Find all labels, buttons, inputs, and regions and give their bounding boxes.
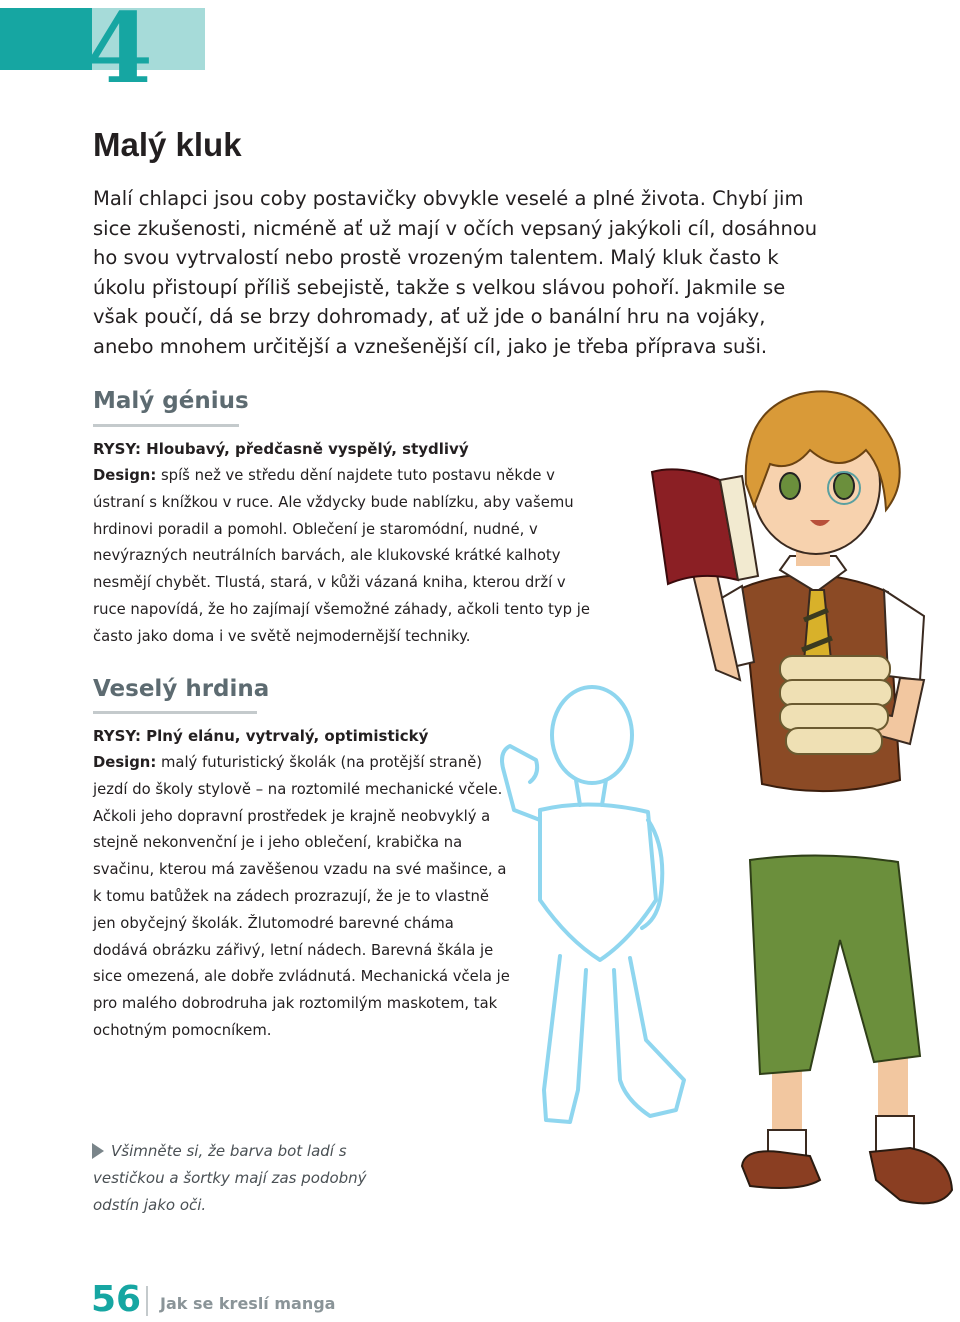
design-paragraph-hero <box>93 750 513 1045</box>
chapter-number: 4 <box>86 0 153 105</box>
footer-divider <box>146 1286 148 1316</box>
book-title: Jak se kreslí manga <box>160 1294 336 1313</box>
page-title: Malý kluk <box>93 126 242 163</box>
design-label: Design: <box>93 754 157 771</box>
illustration-tip: Všimněte si, že barva bot ladí s vestičkou a šortky mají zas podobný odstín jako oči. <box>93 1142 367 1214</box>
chapter-tab-dark <box>0 8 92 70</box>
section-underline <box>93 711 257 714</box>
design-label: Design: <box>93 467 157 484</box>
design-text: spíš než ve středu dění najdete tuto postavu někde v ústraní s knížkou v ruce. Ale vždycky bude nablízku, aby vašemu hrdinovi poradil a pomohl. Oblečení je staromódní, nudné, v nevýrazných neutrálních barvách, ale klukovské krátké kalhoty nesmějí chybět. Tlustá, stará, v kůži vázaná kniha, kterou drží v ruce napovídá, že ho zajímají všemožné záhady, ačkoli tento typ je často jako doma i ve světě nejmodernější techniky. <box>93 467 590 645</box>
traits-genius: RYSY: Hloubavý, předčasně vyspělý, stydlivý <box>93 440 469 458</box>
boy-illustration <box>480 380 960 1280</box>
section-underline <box>93 424 239 427</box>
traits-hero: RYSY: Plný elánu, vytrvalý, optimistický <box>93 727 429 745</box>
design-text: malý futuristický školák (na protější straně) jezdí do školy stylově – na roztomilé mechanické včele. Ačkoli jeho dopravní prostředek je krajně neobvyklý a stejně nekonvenční je i jeho oblečení, krabička na svačinu, kterou má zavěšenou vzadu na své mašince, a k tomu batůžek na zádech prozrazují, že je to vlastně jen obyčejný školák. Žlutomodré barevné cháma dodává obrázku zářivý, letní nádech. Barevná škála je sice omezená, ale dobře zvládnutá. Mechanická včela je pro malého dobrodruha jak roztomilým maskotem, tak ochotným pomocníkem. <box>93 754 510 1039</box>
construction-sketch <box>502 687 684 1122</box>
intro-paragraph: Malí chlapci jsou coby postavičky obvykle veselé a plné života. Chybí jim sice zkušenosti, nicméně ať už mají v očích vepsaný jakýkoli cíl, dosáhnou ho svou vytrvalostí nebo prostě vrozeným talentem. Malý kluk často k úkolu přistoupí příliš sebejistě, takže s velkou slávou pohoří. Jakmile se však poučí, dá se brzy dohromady, ať už jde o banální hru na vojáky, anebo mnohem určitější a vznešenější cíl, jako je třeba příprava suši. <box>93 187 818 358</box>
boy-figure <box>652 391 952 1203</box>
section-heading-hero: Veselý hrdina <box>93 676 270 702</box>
page-number: 56 <box>91 1279 142 1320</box>
section-heading-genius: Malý génius <box>93 388 249 414</box>
